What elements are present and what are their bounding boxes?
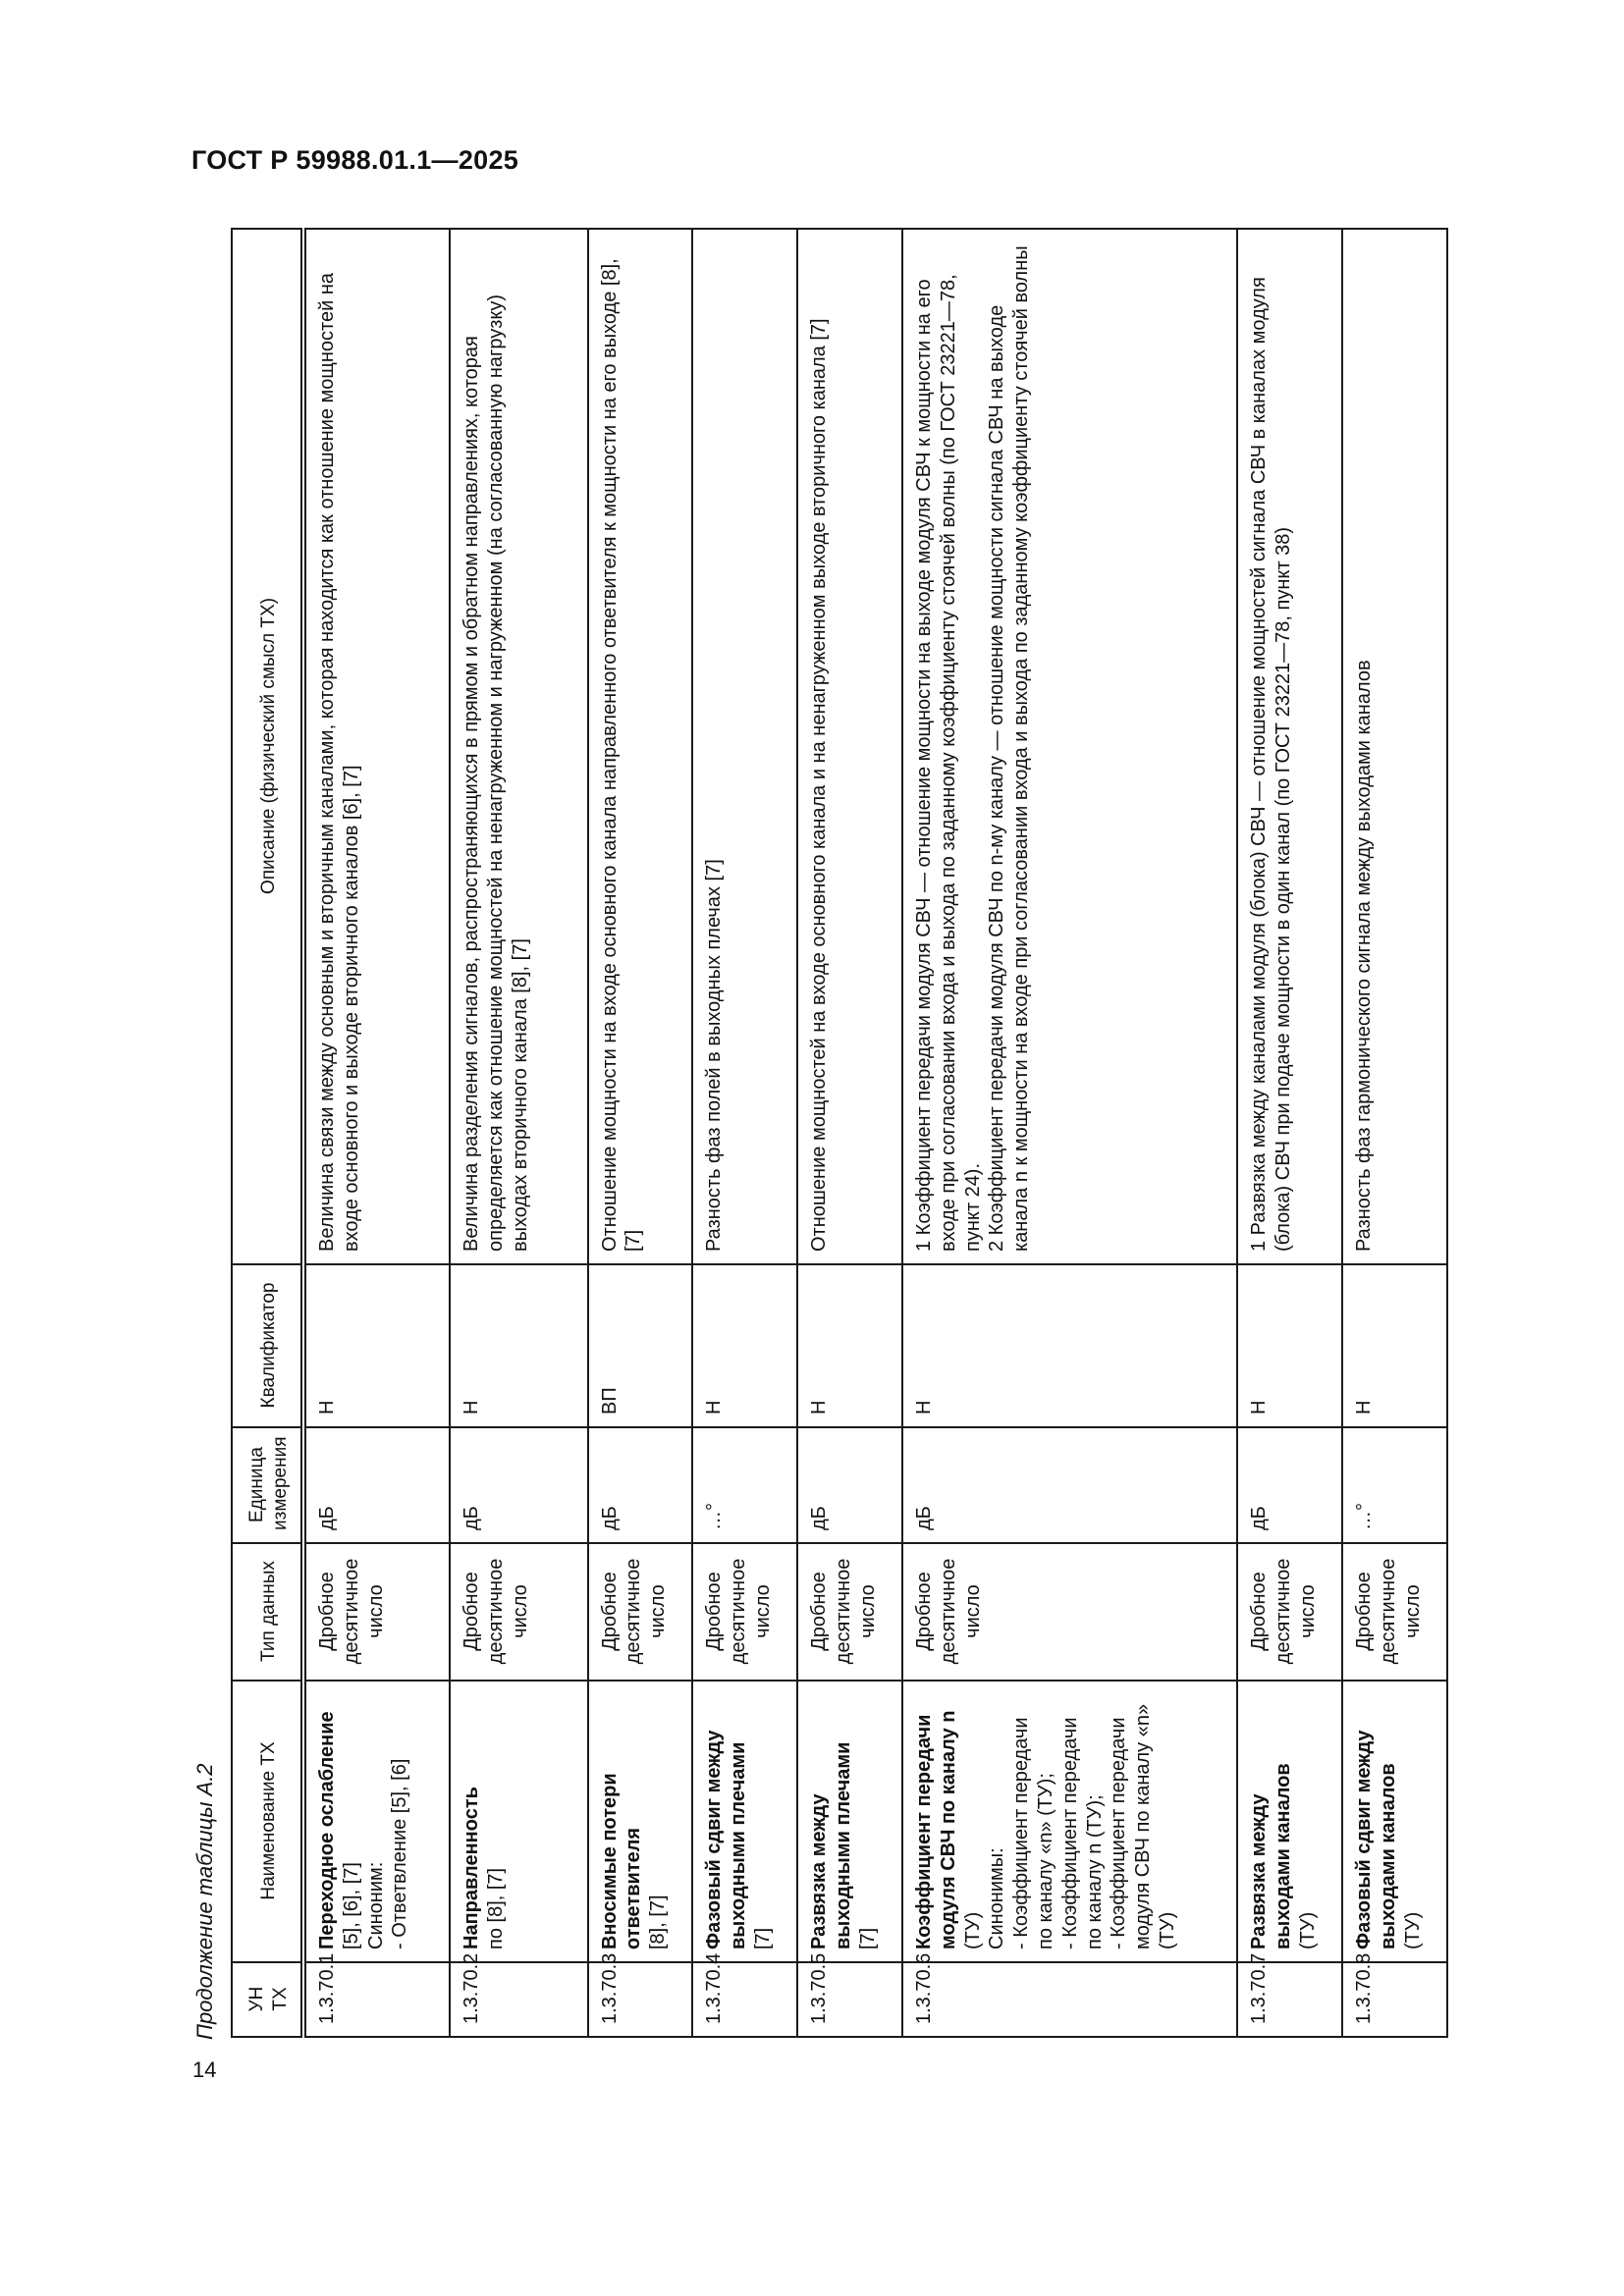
table-row (902, 229, 1237, 2037)
cell-unit (902, 1427, 1237, 1543)
cell-name (797, 1681, 902, 1962)
table-body (303, 229, 1447, 2037)
cell-qualifier (588, 1264, 693, 1427)
row-data-type: Дробное десятичное число (316, 1558, 387, 1665)
row-name-detail: [7] (856, 1927, 879, 1949)
document-title: ГОСТ Р 59988.01.1—2025 (191, 145, 519, 175)
cell-code (450, 1952, 588, 2037)
rotated-table-wrapper (231, 230, 1448, 2038)
cell-qualifier (1237, 1264, 1342, 1427)
cell-qualifier (692, 1264, 797, 1427)
cell-description (902, 229, 1237, 1264)
row-unit: дБ (1248, 1506, 1271, 1530)
row-code: 1.3.70.4 (703, 1952, 726, 2024)
cell-data-type (303, 1543, 450, 1681)
column-header-type: Тип данных (232, 1543, 303, 1681)
cell-code (692, 1952, 797, 2037)
cell-data-type (902, 1543, 1237, 1681)
row-code: 1.3.70.3 (598, 1952, 621, 2024)
cell-data-type (797, 1543, 902, 1681)
row-description-line: Отношение мощности на входе основного канала направленного ответвителя к мощности на его выходе [8], [7] (598, 258, 645, 1252)
row-data-type: Дробное десятичное число (460, 1558, 531, 1665)
row-code: 1.3.70.6 (913, 1952, 936, 2024)
row-description-line: Разность фаз полей в выходных плечах [7] (703, 859, 726, 1252)
cell-qualifier (902, 1264, 1237, 1427)
row-name: Вносимые потери ответвителя (598, 1773, 645, 1949)
row-unit: дБ (460, 1506, 482, 1530)
page-number: 14 (192, 2057, 217, 2082)
row-name-detail: [5], [6], [7] (340, 1862, 362, 1949)
row-description-line: 1 Развязка между каналами модуля (блока) СВЧ — отношение мощностей сигнала СВЧ в каналах модуля (блока) СВЧ при подаче мощности в один канал (по ГОСТ 23221—78, пункт 38) (1248, 277, 1295, 1252)
cell-data-type (1342, 1543, 1447, 1681)
row-data-type: Дробное десятичное число (598, 1558, 670, 1665)
row-data-type: Дробное десятичное число (913, 1558, 984, 1665)
cell-code (902, 1952, 1237, 2037)
row-code: 1.3.70.7 (1248, 1952, 1271, 2024)
row-name: Развязка между выходами каналов (1248, 1763, 1295, 1949)
row-description-line: Величина связи между основным и вторичным каналами, которая находится как отношение мощностей на входе основного и выходе вторичного каналов [6], [7] (316, 273, 362, 1252)
row-description-line: Отношение мощностей на входе основного канала и на ненагруженном выходе вторичного канала [7] (808, 318, 831, 1252)
row-qualifier: Н (808, 1400, 831, 1415)
cell-name (450, 1681, 588, 1962)
row-name-detail: [7] (751, 1927, 774, 1949)
row-name-detail: [8], [7] (647, 1895, 670, 1949)
row-data-type: Дробное десятичное число (703, 1558, 774, 1665)
row-description-line: 1 Коэффициент передачи модуля СВЧ — отношение мощности на выходе модуля СВЧ к мощности на его входе при согласовании входа и выхода по заданному коэффициенту стоячей волны (по ГОСТ 23221—78, пункт 24). (913, 274, 984, 1252)
cell-description (450, 229, 588, 1264)
cell-unit (797, 1427, 902, 1543)
table-row (450, 229, 588, 2037)
row-name: Переходное ослабление (316, 1711, 338, 1949)
row-name-detail: - Ответвление [5], [6] (389, 1758, 411, 1949)
column-header-code: УН ТХ (232, 1962, 303, 2037)
cell-qualifier (303, 1264, 450, 1427)
cell-name (1342, 1681, 1447, 1962)
row-qualifier: Н (703, 1400, 726, 1415)
cell-name (1237, 1681, 1342, 1962)
cell-unit (450, 1427, 588, 1543)
cell-data-type (692, 1543, 797, 1681)
row-unit: дБ (808, 1506, 831, 1530)
cell-unit (692, 1427, 797, 1543)
row-name-detail: по [8], [7] (484, 1867, 507, 1949)
cell-code (797, 1952, 902, 2037)
column-header-unit: Единица измерения (232, 1427, 303, 1543)
row-name: Коэффициент передачи модуля СВЧ по каналу n (913, 1710, 959, 1949)
row-unit: дБ (913, 1506, 936, 1530)
row-name-detail: - Коэффициент передачи по каналу n (ТУ); (1058, 1717, 1106, 1949)
characteristics-table (231, 228, 1448, 2038)
row-name-detail: - Коэффициент передачи модуля СВЧ по каналу «n» (ТУ) (1108, 1703, 1178, 1949)
cell-description (303, 229, 450, 1264)
cell-qualifier (450, 1264, 588, 1427)
row-code: 1.3.70.1 (316, 1952, 338, 2024)
row-name-detail: (ТУ) (961, 1911, 984, 1949)
cell-unit (1237, 1427, 1342, 1543)
table-header-row (232, 229, 303, 2037)
row-name-detail: (ТУ) (1401, 1911, 1424, 1949)
row-name: Фазовый сдвиг между выходными плечами (703, 1730, 750, 1949)
cell-code (1237, 1952, 1342, 2037)
row-data-type: Дробное десятичное число (808, 1558, 879, 1665)
column-header-name: Наименование ТХ (232, 1681, 303, 1962)
cell-qualifier (1342, 1264, 1447, 1427)
row-code: 1.3.70.2 (460, 1952, 482, 2024)
row-code: 1.3.70.5 (808, 1952, 831, 2024)
row-name: Фазовый сдвиг между выходами каналов (1353, 1730, 1399, 1949)
row-data-type: Дробное десятичное число (1353, 1558, 1424, 1665)
cell-data-type (588, 1543, 693, 1681)
cell-qualifier (797, 1264, 902, 1427)
column-header-description: Описание (физический смысл ТХ) (232, 229, 303, 1264)
row-qualifier: Н (1353, 1400, 1376, 1415)
row-name: Развязка между выходными плечами (808, 1741, 854, 1949)
column-header-qualifier: Квалификатор (232, 1264, 303, 1427)
cell-unit (303, 1427, 450, 1543)
table-row (1342, 229, 1447, 2037)
row-qualifier: Н (460, 1400, 482, 1415)
cell-name (692, 1681, 797, 1962)
row-description-line: 2 Коэффициент передачи модуля СВЧ по n-му каналу — отношение мощности сигнала СВЧ на выходе канала n к мощности на входе при согласовании входа и выхода по заданному коэффициенту стоячей волны (986, 245, 1033, 1252)
row-code: 1.3.70.8 (1353, 1952, 1376, 2024)
row-name-detail: - Коэффициент передачи по каналу «n» (ТУ); (1010, 1717, 1057, 1949)
cell-name (303, 1681, 450, 1962)
table-row (303, 229, 450, 2037)
cell-data-type (450, 1543, 588, 1681)
cell-code (588, 1952, 693, 2037)
row-description-line: Величина разделения сигналов, распространяющихся в прямом и обратном направлениях, которая определяется как отношение мощностей на ненагруженном и нагруженном (на согласованную нагрузку) выходах вторичного канала [8], [7] (460, 294, 531, 1252)
row-unit: …° (703, 1503, 726, 1530)
row-description-line: Разность фаз гармонического сигнала между выходами каналов (1353, 660, 1376, 1252)
cell-code (1342, 1952, 1447, 2037)
table-row (692, 229, 797, 2037)
cell-description (1237, 229, 1342, 1264)
table-row (1237, 229, 1342, 2037)
row-unit: дБ (316, 1506, 338, 1530)
table-row (797, 229, 902, 2037)
cell-data-type (1237, 1543, 1342, 1681)
cell-description (797, 229, 902, 1264)
cell-name (588, 1681, 693, 1962)
table-caption: Продолжение таблицы А.2 (192, 1763, 217, 2040)
cell-name (902, 1681, 1237, 1962)
row-unit: дБ (598, 1506, 621, 1530)
row-qualifier: Н (1248, 1400, 1271, 1415)
row-data-type: Дробное десятичное число (1248, 1558, 1319, 1665)
row-unit: …° (1353, 1503, 1376, 1530)
row-qualifier: ВП (598, 1387, 621, 1415)
cell-unit (1342, 1427, 1447, 1543)
cell-code (303, 1952, 450, 2037)
row-name-detail: Синонимы: (986, 1847, 1008, 1949)
cell-unit (588, 1427, 693, 1543)
row-name: Направленность (460, 1787, 482, 1949)
row-qualifier: Н (913, 1400, 936, 1415)
cell-description (588, 229, 693, 1264)
row-qualifier: Н (316, 1400, 338, 1415)
table-row (588, 229, 693, 2037)
row-name-detail: Синоним: (364, 1861, 387, 1949)
cell-description (1342, 229, 1447, 1264)
row-name-detail: (ТУ) (1296, 1911, 1319, 1949)
cell-description (692, 229, 797, 1264)
